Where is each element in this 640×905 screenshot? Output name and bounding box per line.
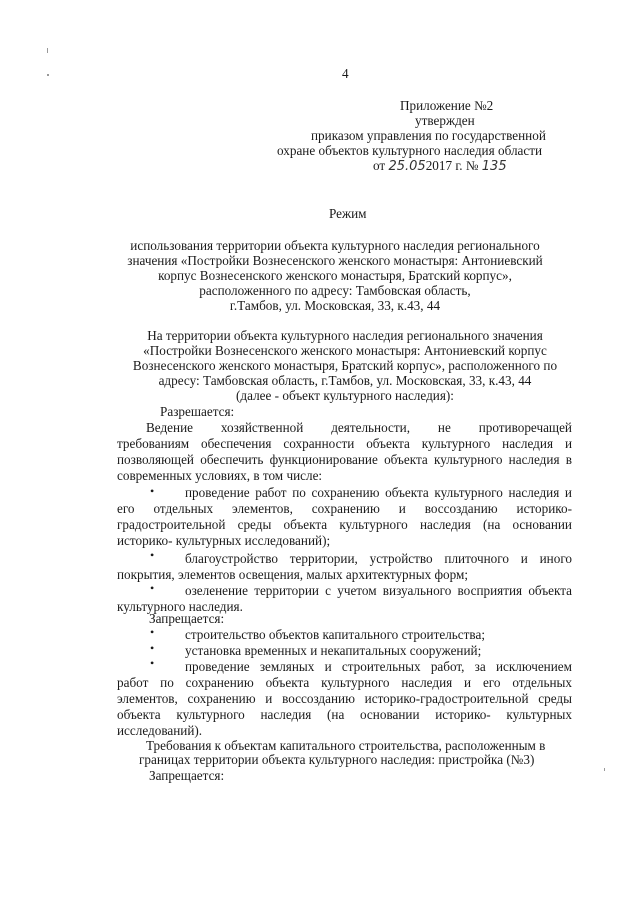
subtitle-line: использования территории объекта культурного наследия регионального <box>130 238 540 253</box>
scan-mark <box>47 74 49 76</box>
text-line: объекта культурного наследия (на основании историко- культурных <box>117 707 572 722</box>
text-line: исследований). <box>117 723 203 738</box>
bullet: • <box>150 484 155 498</box>
subtitle-line: г.Тамбов, ул. Московская, 33, к.43, 44 <box>229 298 441 313</box>
scan-mark <box>47 48 48 53</box>
forbidden-heading: Запрещается: <box>149 611 225 626</box>
text-line: благоустройство территории, устройство плиточного и иного <box>185 551 572 566</box>
intro-line: Вознесенского женского монастыря, Братский корпус», расположенного по <box>132 358 558 373</box>
bullet: • <box>150 625 155 639</box>
intro-line: (далее - объект культурного наследия): <box>236 388 454 403</box>
text-line: требованиям обеспечения сохранности объекта культурного наследия и <box>117 436 572 451</box>
text-line: градостроительной среды объекта культурного наследия (на основании <box>117 517 572 532</box>
date-prefix: от <box>373 158 386 173</box>
text-line: элементов, сохранению и воссозданию историко-градостроительной среды <box>117 691 572 706</box>
bullet: • <box>150 581 155 595</box>
intro-line: «Постройки Вознесенского женского монастыря: Антониевский корпус <box>143 343 547 358</box>
text-line: культурного наследия. <box>117 599 243 614</box>
text-line: Требования к объектам капитального строительства, расположенным в <box>146 738 546 753</box>
page-number: 4 <box>342 66 349 81</box>
subtitle-line: расположенного по адресу: Тамбовская область, <box>199 283 471 298</box>
text-line: его отдельных элементов, сохранению и воссозданию историко- <box>117 501 572 516</box>
intro-line: адресу: Тамбовская область, г.Тамбов, ул. Московская, 33, к.43, 44 <box>158 373 532 388</box>
bullet: • <box>150 656 155 670</box>
forbidden-item-1: строительство объектов капитального строительства; <box>185 627 485 642</box>
handwritten-date: 25.05 <box>388 159 426 174</box>
header-line: приказом управления по государственной <box>311 128 546 143</box>
forbidden-item-2: установка временных и некапитальных сооружений; <box>185 643 482 658</box>
subtitle-line: корпус Вознесенского женского монастыря, Братский корпус», <box>158 268 512 283</box>
document-title: Режим <box>329 206 367 221</box>
text-line: проведение земляных и строительных работ, за исключением <box>185 659 572 674</box>
header-line: охране объектов культурного наследия области <box>277 143 543 158</box>
header-line: Приложение №2 <box>400 98 494 113</box>
scan-mark <box>604 768 605 771</box>
header-line: утвержден <box>415 113 475 128</box>
text-line: границах территории объекта культурного наследия: пристройка (№3) <box>139 752 535 767</box>
subtitle-line: значения «Постройки Вознесенского женского монастыря: Антониевский <box>127 253 543 268</box>
text-line: озеленение территории с учетом визуального восприятия объекта <box>185 583 572 598</box>
bullet: • <box>150 548 155 562</box>
text-line: историко- культурных исследований); <box>117 533 331 548</box>
text-line: современных условиях, в том числе: <box>117 468 323 483</box>
intro-line: На территории объекта культурного наследия регионального значения <box>147 328 543 343</box>
text-line: покрытия, элементов освещения, малых архитектурных форм; <box>117 567 469 582</box>
date-suffix: 2017 г. № <box>425 158 479 173</box>
handwritten-number: 135 <box>481 159 507 174</box>
text-line: Ведение хозяйственной деятельности, не противоречащей <box>146 420 572 435</box>
text-line: позволяющей обеспечить функционирование объекта культурного наследия в <box>117 452 572 467</box>
allowed-heading: Разрешается: <box>160 404 235 419</box>
text-line: работ по сохранению объекта культурного наследия и его отдельных <box>117 675 572 690</box>
bullet: • <box>150 641 155 655</box>
requirements-forbidden-heading: Запрещается: <box>149 768 225 783</box>
order-date-line <box>373 158 507 175</box>
text-line: проведение работ по сохранению объекта культурного наследия и <box>185 485 572 500</box>
